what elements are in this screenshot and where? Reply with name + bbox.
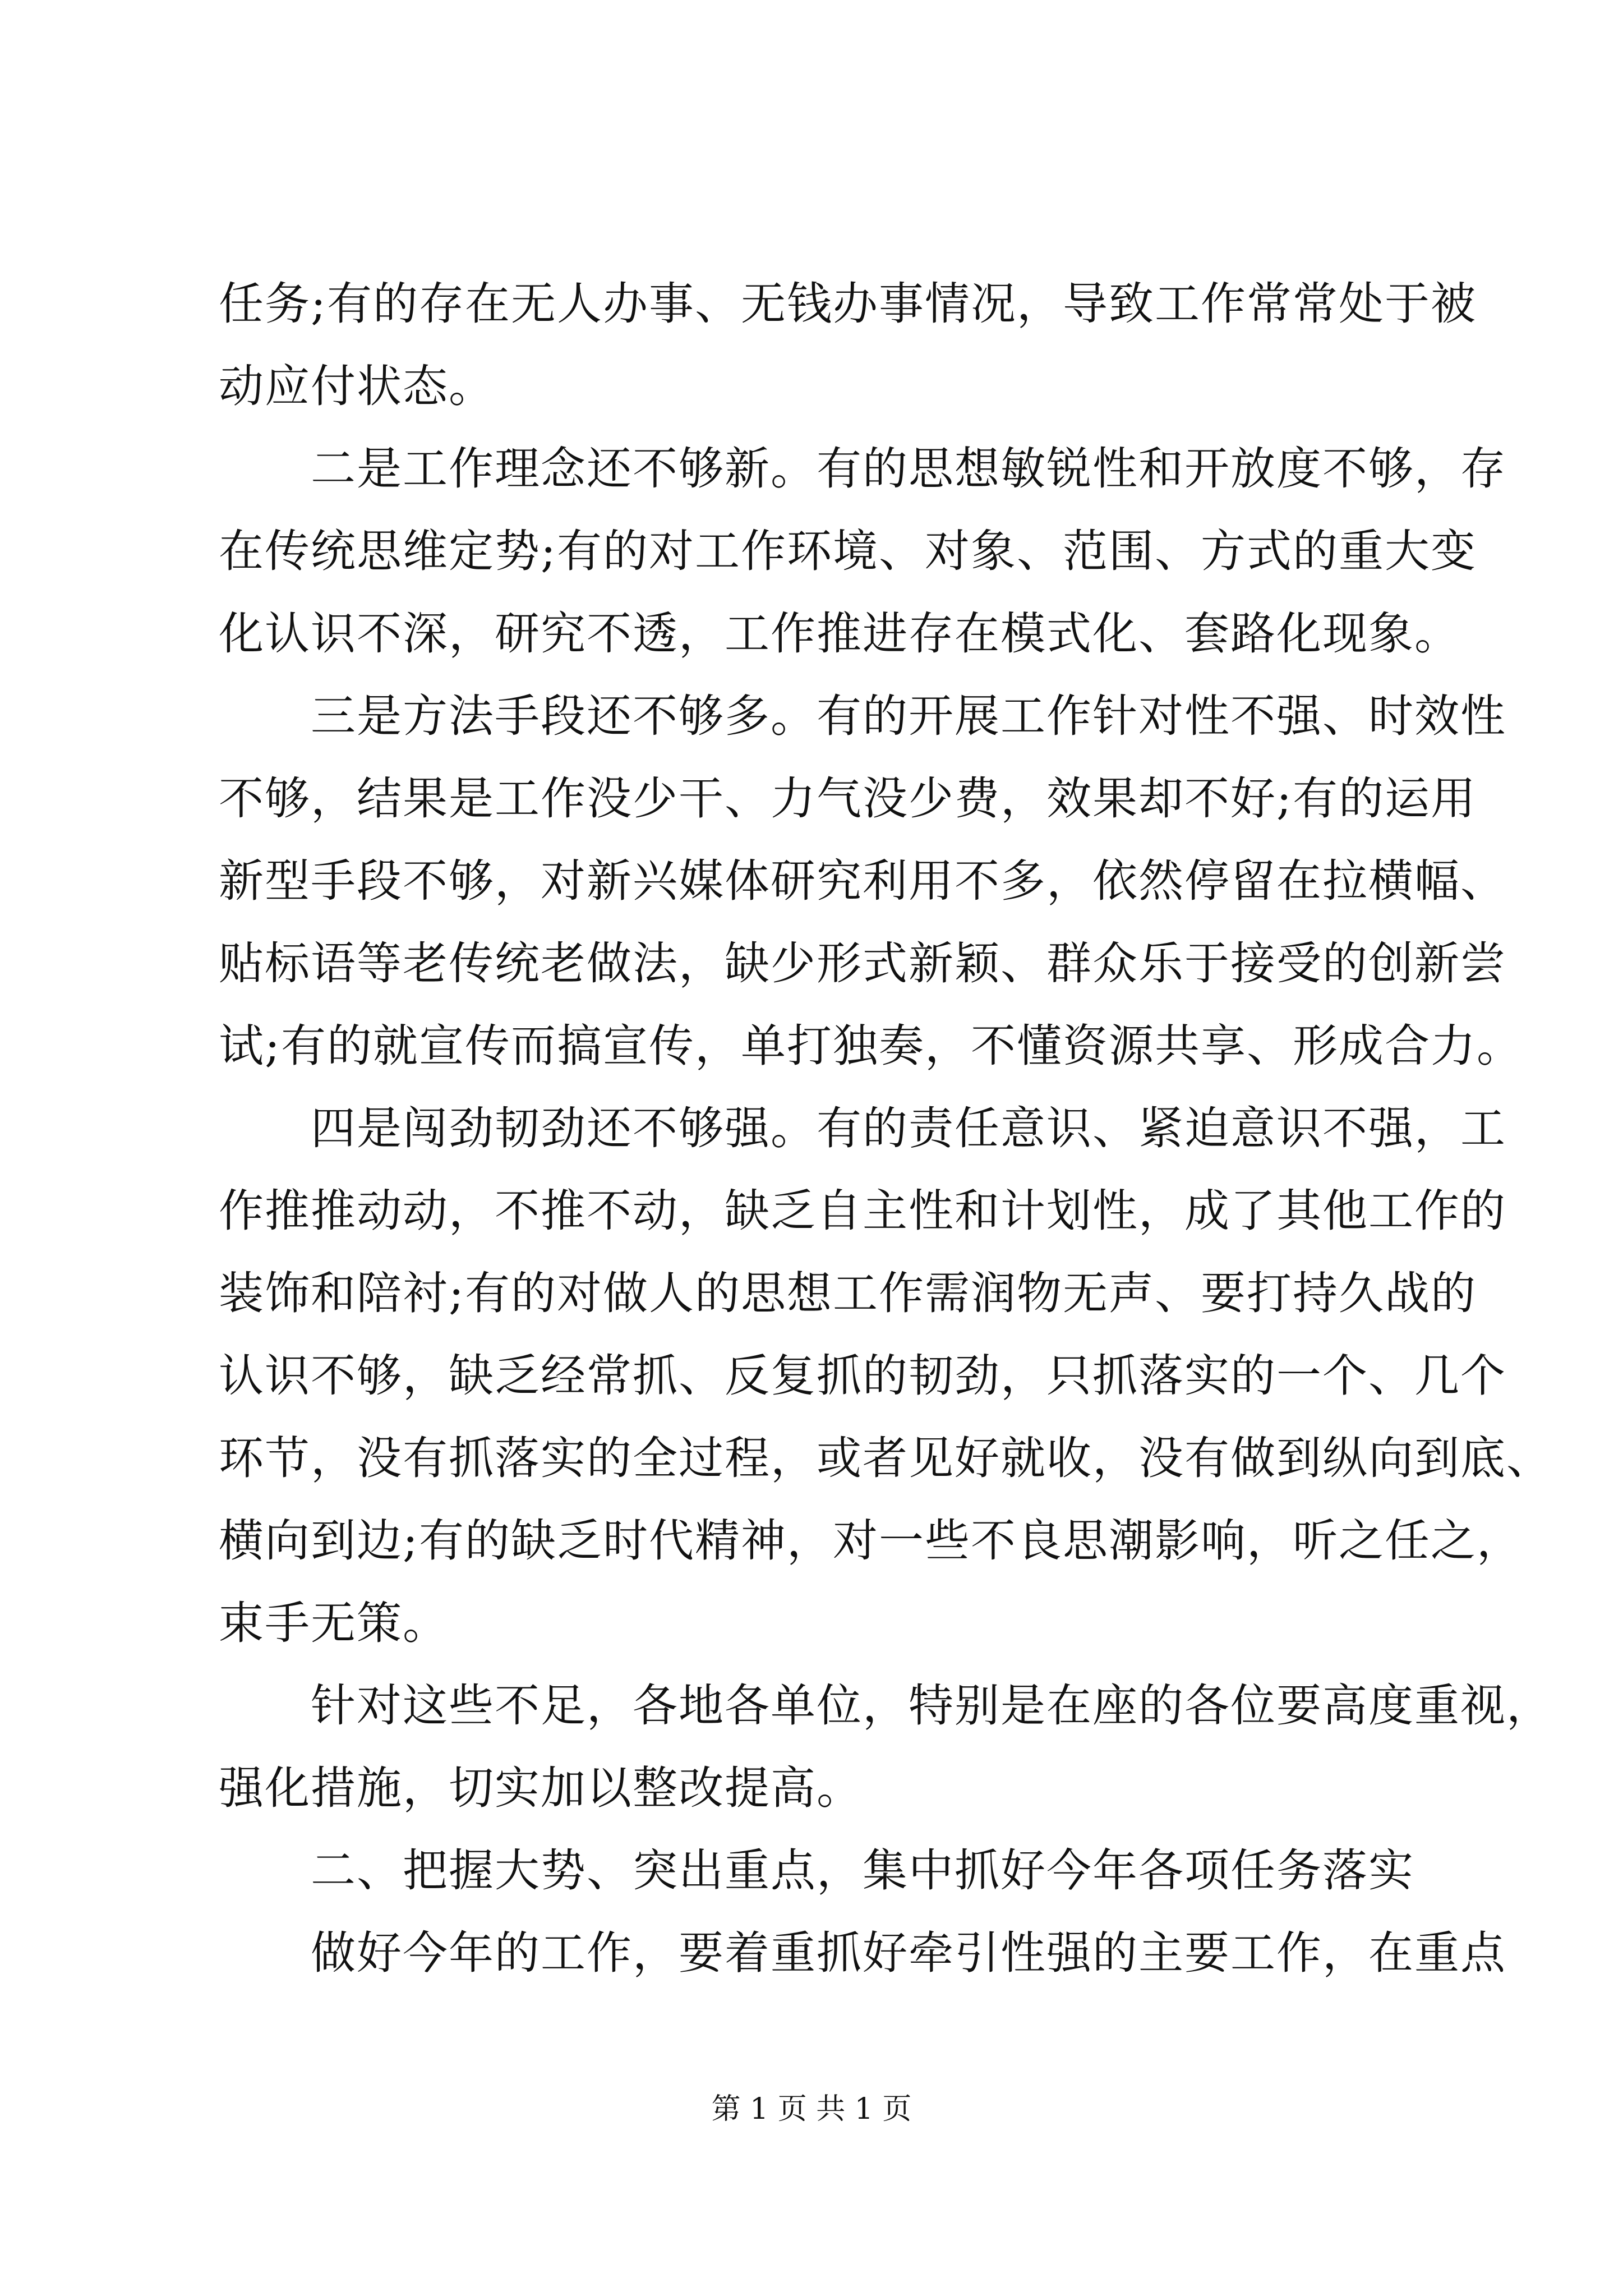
text-line: 贴标语等老传统老做法，缺少形式新颖、群众乐于接受的创新尝: [219, 937, 1506, 990]
text-line: 作推推动动，不推不动，缺乏自主性和计划性，成了其他工作的: [219, 1185, 1506, 1237]
text-line: 试;有的就宣传而搞宣传，单打独奏，不懂资源共享、形成合力。: [219, 1020, 1523, 1072]
text-line: 化认识不深，研究不透，工作推进存在模式化、套路化现象。: [219, 608, 1460, 660]
text-line: 装饰和陪衬;有的对做人的思想工作需润物无声、要打持久战的: [219, 1267, 1477, 1319]
text-line: 不够，结果是工作没少干、力气没少费，效果却不好;有的运用: [219, 772, 1477, 825]
text-line: 任务;有的存在无人办事、无钱办事情况，导致工作常常处于被: [219, 278, 1477, 330]
text-line: 环节，没有抓落实的全过程，或者见好就收，没有做到纵向到底、: [219, 1432, 1552, 1484]
text-line: 认识不够，缺乏经常抓、反复抓的韧劲，只抓落实的一个、几个: [219, 1350, 1506, 1402]
text-line: 二是工作理念还不够新。有的思想敏锐性和开放度不够，存: [219, 443, 1506, 495]
text-line: 强化措施，切实加以整改提高。: [219, 1762, 863, 1814]
text-line: 三是方法手段还不够多。有的开展工作针对性不强、时效性: [219, 690, 1506, 742]
text-line: 在传统思维定势;有的对工作环境、对象、范围、方式的重大变: [219, 525, 1477, 577]
text-line: 新型手段不够，对新兴媒体研究利用不多，依然停留在拉横幅、: [219, 855, 1506, 907]
page-number-label: 第 1 页 共 1 页: [711, 2092, 912, 2126]
text-line: 四是闯劲韧劲还不够强。有的责任意识、紧迫意识不强，工: [219, 1102, 1506, 1154]
text-line: 横向到边;有的缺乏时代精神，对一些不良思潮影响，听之任之，: [219, 1515, 1523, 1567]
page-footer: [0, 2087, 1623, 2132]
text-line: 针对这些不足，各地各单位，特别是在座的各位要高度重视，: [219, 1680, 1552, 1732]
text-line: 二、把握大势、突出重点，集中抓好今年各项任务落实: [219, 1844, 1414, 1897]
text-line: 做好今年的工作，要着重抓好牵引性强的主要工作，在重点: [219, 1927, 1506, 1979]
document-body: [219, 263, 1552, 1994]
text-line: 束手无策。: [219, 1597, 449, 1649]
text-line: 动应付状态。: [219, 360, 495, 412]
